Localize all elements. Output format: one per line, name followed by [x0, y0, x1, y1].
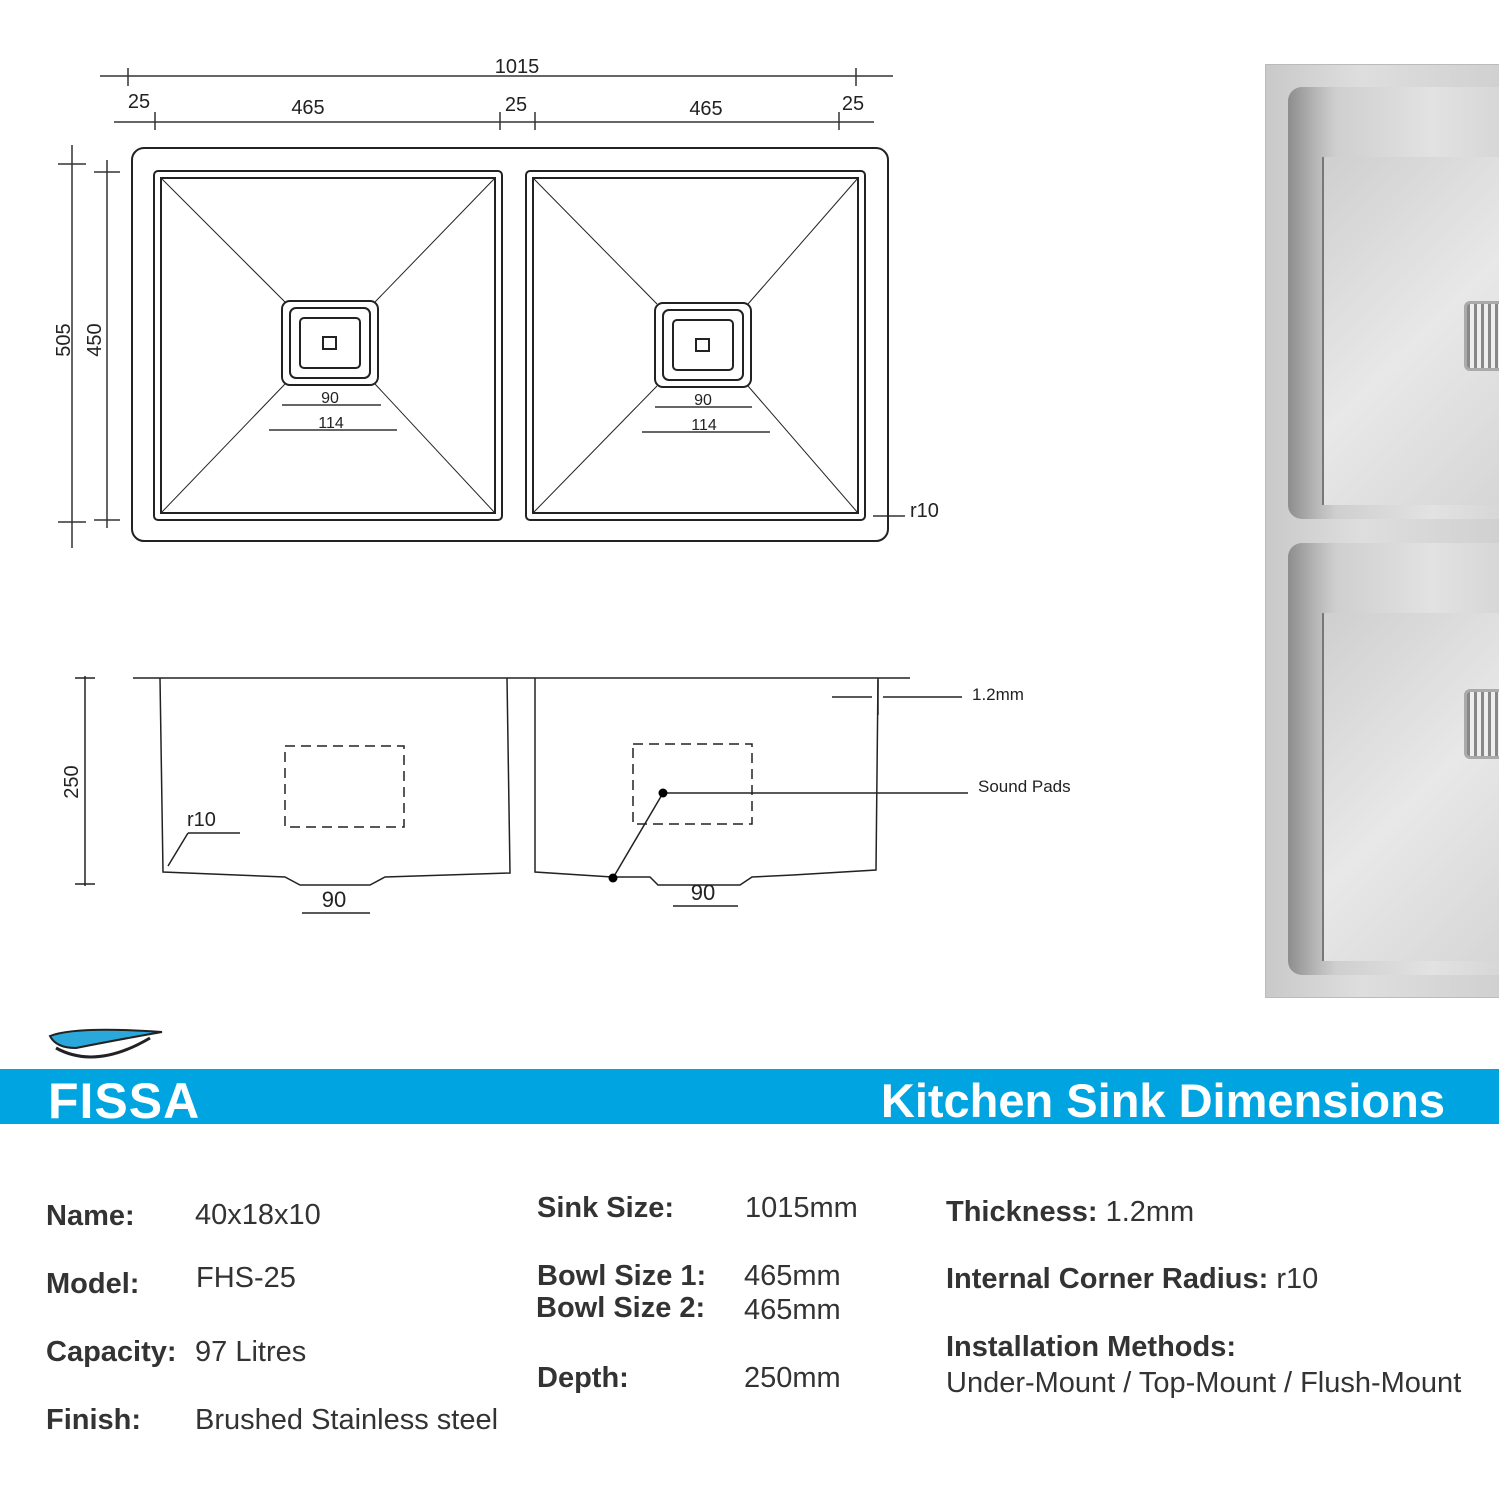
dim-height-inner: 450 [84, 323, 106, 357]
dim-thickness: 1.2mm [972, 685, 1024, 704]
dim-overall: 1015 [494, 56, 540, 78]
dim-margin-left: 25 [127, 91, 151, 113]
spec-name-label: Name: [46, 1200, 135, 1232]
page-title: Kitchen Sink Dimensions [880, 1074, 1445, 1127]
spec-finish-label: Finish: [46, 1404, 142, 1436]
dim-drain1-outer: 114 [318, 415, 344, 432]
brand-logo: FISSA [48, 1073, 201, 1129]
dim-height-outer: 505 [53, 323, 75, 357]
spec-install-label: Installation Methods: [946, 1331, 1236, 1363]
spec-bowl1-value: 465mm [744, 1260, 841, 1292]
spec-finish-value: Brushed Stainless steel [195, 1404, 499, 1436]
spec-depth-value: 250mm [744, 1362, 841, 1394]
spec-bowl2-label: Bowl Size 2: [536, 1292, 706, 1324]
spec-bowl1-label: Bowl Size 1: [537, 1260, 707, 1292]
sound-pad-dot [609, 874, 618, 883]
sound-pads-label: Sound Pads [978, 777, 1071, 796]
dim-side-drain2: 90 [690, 880, 716, 905]
sound-pad-dot [659, 789, 668, 798]
dim-side-drain1: 90 [321, 887, 347, 912]
drain-icon [1464, 301, 1499, 371]
spec-radius [946, 1263, 1318, 1296]
dim-corner-radius: r10 [910, 500, 939, 522]
spec-name-value: 40x18x10 [195, 1199, 321, 1231]
spec-thickness [946, 1196, 1194, 1229]
dim-drain2-inner: 90 [694, 392, 712, 409]
spec-bowl2-value: 465mm [744, 1294, 841, 1326]
dim-bowl1: 465 [291, 97, 325, 119]
spec-sink-size-label: Sink Size: [537, 1192, 674, 1224]
dim-drain1-inner: 90 [321, 390, 339, 407]
bathtub-logo-icon [46, 1026, 166, 1072]
dim-side-radius: r10 [187, 809, 216, 831]
dim-drain2-outer: 114 [691, 417, 717, 434]
spec-capacity-label: Capacity: [46, 1336, 177, 1368]
photo-bowl [1288, 87, 1499, 519]
photo-bowl [1288, 543, 1499, 975]
sink-top-view [132, 148, 888, 541]
spec-install-value: Under-Mount / Top-Mount / Flush-Mount [946, 1367, 1462, 1399]
dim-margin-right: 25 [841, 93, 865, 115]
dim-divider: 25 [504, 94, 528, 116]
spec-model-label: Model: [46, 1268, 140, 1300]
spec-thickness-label: Thickness: [946, 1196, 1098, 1228]
spec-capacity-value: 97 Litres [195, 1336, 307, 1368]
sink-photo [1265, 64, 1499, 998]
spec-model-value: FHS-25 [196, 1262, 296, 1294]
spec-depth-label: Depth: [537, 1362, 629, 1394]
spec-radius-value: r10 [1276, 1263, 1319, 1295]
dimension-lines [58, 68, 905, 548]
spec-thickness-value: 1.2mm [1105, 1196, 1195, 1228]
spec-sink-size-value: 1015mm [745, 1192, 858, 1224]
sink-side-view [75, 676, 968, 913]
dim-depth: 250 [61, 765, 83, 799]
drain-icon [1464, 689, 1499, 759]
spec-radius-label: Internal Corner Radius: [946, 1263, 1269, 1295]
dim-bowl2: 465 [689, 98, 723, 120]
